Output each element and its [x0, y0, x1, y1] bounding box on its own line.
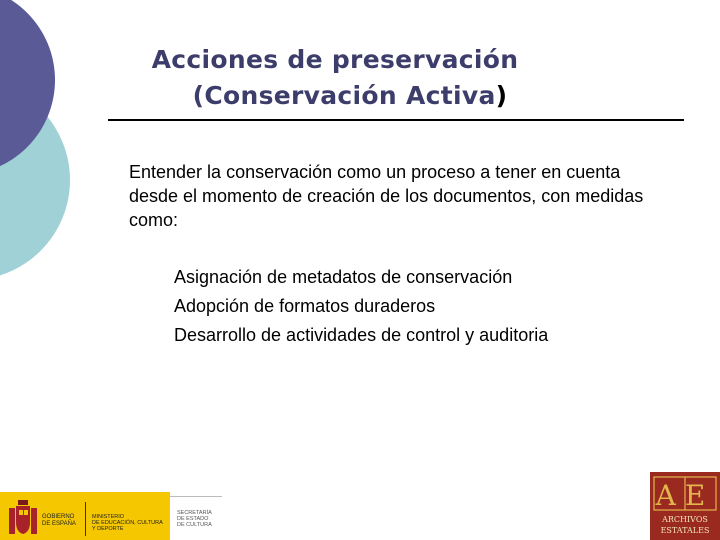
title-divider [108, 119, 684, 121]
ae-label-line1: ARCHIVOS [662, 515, 708, 524]
decorative-circles [0, 0, 90, 300]
secretary-label-line1: SECRETARÍA [177, 510, 212, 516]
title-line-1: Acciones de preservación [151, 45, 519, 74]
ministry-label-line1: MINISTERIO [92, 514, 125, 520]
gov-label-line2: DE ESPAÑA [42, 521, 76, 527]
title-line-2 [110, 78, 560, 114]
intro-paragraph: Entender la conservación como un proceso a tener en cuenta desde el momento de creación de los documentos, con medidas como: [129, 162, 644, 230]
secretary-top-line [170, 496, 222, 497]
footer-separator [85, 502, 86, 536]
list-item: Desarrollo de actividades de control y auditoria [174, 325, 549, 345]
archivos-estatales-logo [650, 472, 720, 540]
secretary-label-line2: DE ESTADO [177, 516, 209, 522]
ministry-label-line2: DE EDUCACIÓN, CULTURA [92, 520, 163, 526]
list-item: Adopción de formatos duraderos [174, 296, 436, 316]
title-line-2-text: (Conservación Activa [192, 81, 496, 110]
ae-letters: AE [655, 479, 715, 512]
gov-label-line1: GOBIERNO [42, 514, 75, 520]
ministry-label-line3: Y DEPORTE [92, 526, 124, 532]
title-closing-paren: ) [495, 81, 508, 110]
ae-label-line2: ESTATALES [660, 526, 710, 535]
secretary-label-line3: DE CULTURA [177, 522, 212, 528]
measures-list [174, 263, 548, 350]
slide-title [110, 42, 560, 114]
government-logo-footer [0, 492, 230, 540]
list-item: Asignación de metadatos de conservación [174, 267, 513, 287]
